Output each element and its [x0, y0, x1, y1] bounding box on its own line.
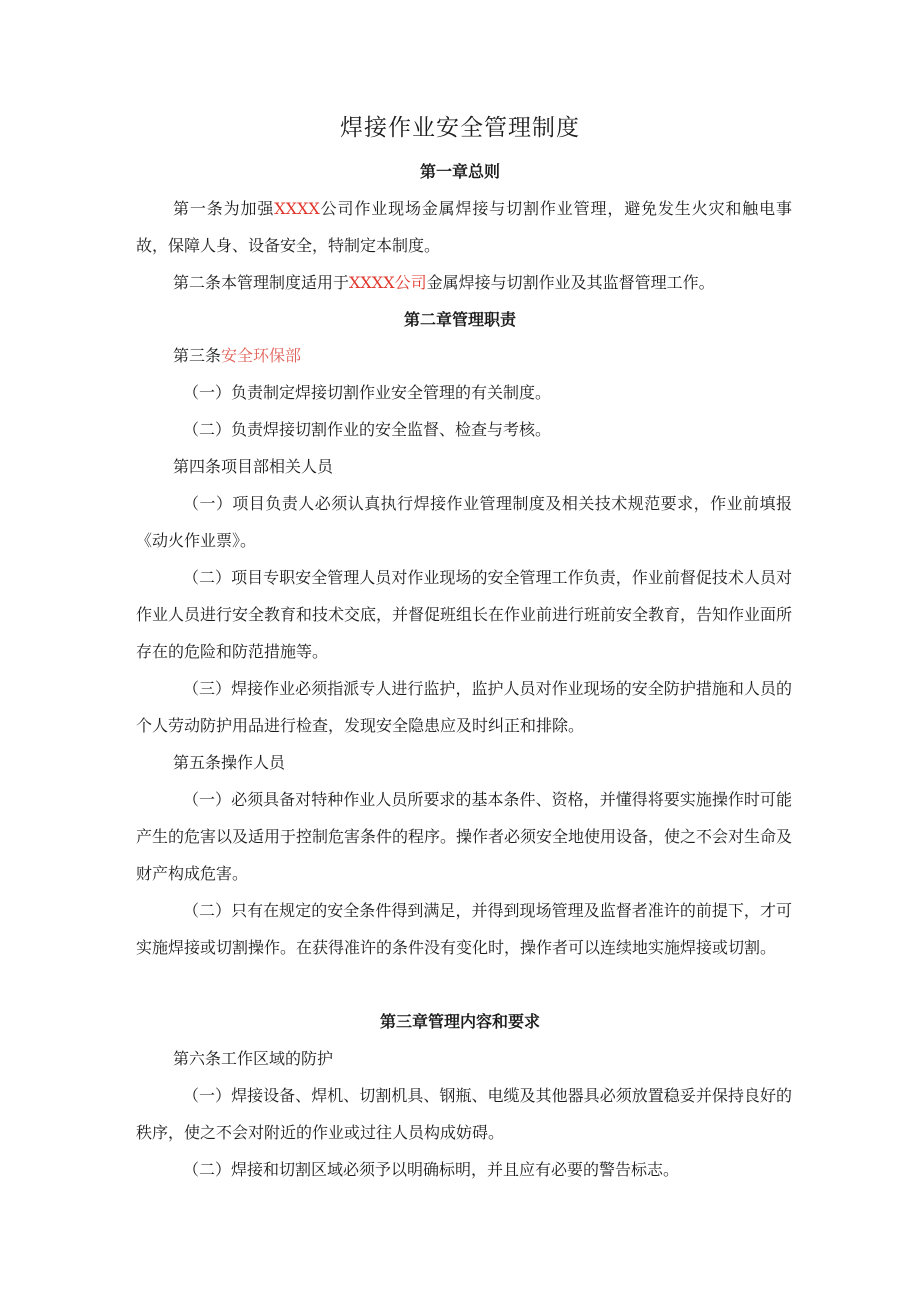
- article-4-item-1: （一）项目负责人必须认真执行焊接作业管理制度及相关技术规范要求，作业前填报《动火作业票》。: [136, 494, 792, 550]
- article-3-item-2: （二）负责焊接切割作业的安全监督、检查与考核。: [183, 420, 552, 439]
- chapter-1-heading: 第一章总则: [419, 162, 500, 181]
- article-3-prefix: 第三条: [173, 346, 222, 365]
- article-5: 第五条操作人员: [173, 753, 286, 772]
- article-3-item-1: （一）负责制定焊接切割作业安全管理的有关制度。: [183, 383, 552, 402]
- article-5-item-1: （一）必须具备对特种作业人员所要求的基本条件、资格，并懂得将要实施操作时可能产生的危害以及适用于控制危害条件的程序。操作者必须安全地使用设备，使之不会对生命及财产构成危害。: [136, 790, 793, 883]
- article-2-text: 金属焊接与切割作业及其监督管理工作。: [426, 273, 715, 292]
- article-2: [136, 264, 792, 301]
- article-5-item-2: （二）只有在规定的安全条件得到满足，并得到现场管理及监督者准许的前提下，才可实施焊接或切割操作。在获得准许的条件没有变化时，操作者可以连续地实施焊接或切割。: [136, 901, 792, 957]
- article-2-company: XXXX公司: [349, 273, 427, 292]
- article-6-item-2: （二）焊接和切割区域必须予以明确标明，并且应有必要的警告标志。: [183, 1160, 680, 1179]
- document-title: 焊接作业安全管理制度: [340, 115, 580, 141]
- article-1-text: 公司作业现场金属焊接与切割作业管理，避免发生火灾和触电事故，保障人身、设备安全，特制定本制度。: [136, 199, 792, 255]
- chapter-3-heading: 第三章管理内容和要求: [379, 1012, 540, 1031]
- article-6-item-1: （一）焊接设备、焊机、切割机具、钢瓶、电缆及其他器具必须放置稳妥并保持良好的秩序，使之不会对附近的作业或过往人员构成妨碍。: [136, 1086, 792, 1142]
- article-3: [136, 337, 792, 374]
- article-4-item-3: （三）焊接作业必须指派专人进行监护，监护人员对作业现场的安全防护措施和人员的个人劳动防护用品进行检查，发现安全隐患应及时纠正和排除。: [136, 679, 792, 735]
- chapter-2-heading: 第二章管理职责: [403, 310, 516, 329]
- article-2-prefix: 第二条本管理制度适用于: [173, 273, 350, 292]
- article-4: 第四条项目部相关人员: [173, 457, 334, 476]
- article-3-dept: 安全环保部: [221, 346, 302, 365]
- article-6: 第六条工作区域的防护: [173, 1049, 334, 1068]
- article-4-item-2: （二）项目专职安全管理人员对作业现场的安全管理工作负责，作业前督促技术人员对作业人员进行安全教育和技术交底，并督促班组长在作业前进行班前安全教育，告知作业面所存在的危险和防范措施等。: [136, 568, 793, 661]
- article-1-prefix: 第一条为加强: [173, 199, 275, 218]
- article-1: [136, 190, 792, 264]
- article-1-company: XXXX: [274, 199, 320, 218]
